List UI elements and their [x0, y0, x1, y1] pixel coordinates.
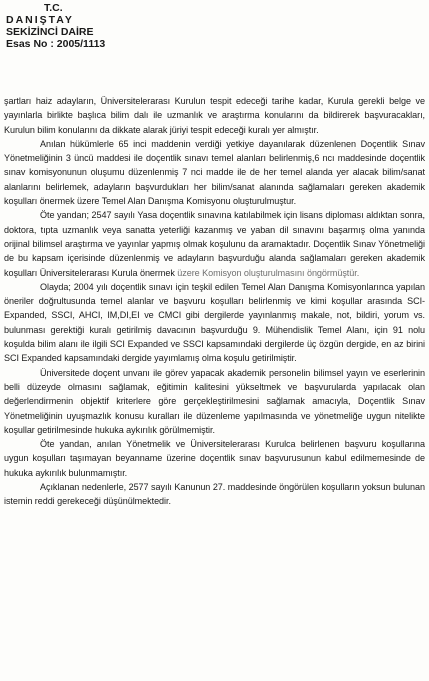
paragraph-6: Öte yandan, anılan Yönetmelik ve Üniversitelerarası Kurulca belirlenen başvuru koşullarına uygun koşulları taşımayan beyanname üzerine doçentlik sınav başvurusunun kabul edilmemesinde de hukuka aykırılık bulunmamıştır. [4, 439, 425, 478]
header-tc: T.C. [44, 2, 63, 14]
paragraph-3: Öte yandan; 2547 sayılı Yasa doçentlik sınavına katılabilmek için lisans diploması aldıktan sonra, doktora, tıpta uzmanlık veya sanatta yeterliği kazanmış ve yaban dil sınavını başarmış olma yanında orijinal bilimsel araştırma ve yayınlar yapmış olmak koşulunu da aramaktadır. Doçentlik Sınav Yönetmeliği de bu kapsam içerisinde düzenlenmiş ve adayların başvurduğu alanda sağlamaları gereken akademik koşulları Üniversitelerarası Kurula önermek üzere Komisyon oluşturulmasını öngörmüştür. [4, 210, 425, 278]
header-case-number-line [6, 38, 206, 50]
paragraph-2: Anılan hükümlerle 65 inci maddenin verdiği yetkiye dayanılarak düzenlenen Doçentlik Sınav Yönetmeliğinin 3 üncü maddesi ile doçentlik sınavı temel alanları belirlenmiş,6 ncı maddesinde doçentlik sınav komisyonunun oluşumu düzenlenmiş 7 nci madde ile de her temel alanda yer alacak bilim/sanat alanlarını belirlemek, adayların başvurdukları her bilim/sanat alanında sağlamaları gereken akademik koşulları önermek üzere Temel Alan Danışma Komisyonu oluşturulmuştur. [4, 138, 425, 207]
document-header [6, 2, 206, 50]
paragraph-3-faint-tail: üzere Komisyon oluşturulmasını öngörmüştür. [177, 267, 360, 278]
header-department: SEKİZİNCİ DAİRE [6, 26, 94, 38]
paragraph-4: Olayda; 2004 yılı doçentlik sınavı için teşkil edilen Temel Alan Danışma Komisyonlarınca yapılan öneriler doğrultusunda temel alanlar ve başvuru koşulları belirlenmiş ve kimi koşullar arasında SCI-Expanded, SSCI, AHCI, IM,DI,EI ve CMCI gibi dergilerde yayınlanmış makale, not, bildiri, yorum vs. bulunması gerektiği kuralı getirilmiş davacının başvurduğu 9. Mühendislik Temel Alanı, için 91 nolu koşulda bilim alanı ile ilgili SCI Expanded ve SSCI kapsamındaki dergilerde üç özgün dergide, en az birini SCI Expanded kapsamındaki dergide yayımlamış olma koşulu getirilmiştir. [4, 281, 425, 364]
header-court-name: DANIŞTAY [6, 14, 74, 26]
case-number-value: 2005/1113 [56, 38, 106, 50]
case-number-separator: : [47, 38, 57, 50]
paragraph-1: şartları haiz adayların, Üniversitelerarası Kurulun tespit edeceği tarihe kadar, Kurula gerekli belge ve yayınlarla birlikte başlıca bilim dalı ile uzmanlık ve araştırma konularını da bildirerek başvuracakları, Kurulun bilim konularını da dikkate alarak jüriyi tespit edeceği kuralı yer almıştır. [4, 96, 425, 135]
case-number-label: Esas No [6, 38, 48, 50]
document-body [4, 94, 425, 509]
paragraph-5: Üniversitede doçent unvanı ile görev yapacak akademik personelin bilimsel yayın ve eserlerinin belli düzeyde olmasını sağlamak, eğitimin kalitesini yükseltmek ve başvurularda yapılacak olan değerlendirmenin objektif kriterlere göre gerçekleştirilmesini sağlamak amacıyla, Doçentlik Sınav Yönetmeliğinin uyuşmazlık konusu kuralları ile düzenleme yapılmasında ve yönetmeliğe uygun nitelikte koşullar getirilmesinde hukuka aykırılık görülmemiştir. [4, 367, 425, 435]
paragraph-7: Açıklanan nedenlerle, 2577 sayılı Kanunun 27. maddesinde öngörülen koşulların yoksun bulunan istemin reddi gerekeceği düşünülmektedir. [4, 482, 425, 507]
